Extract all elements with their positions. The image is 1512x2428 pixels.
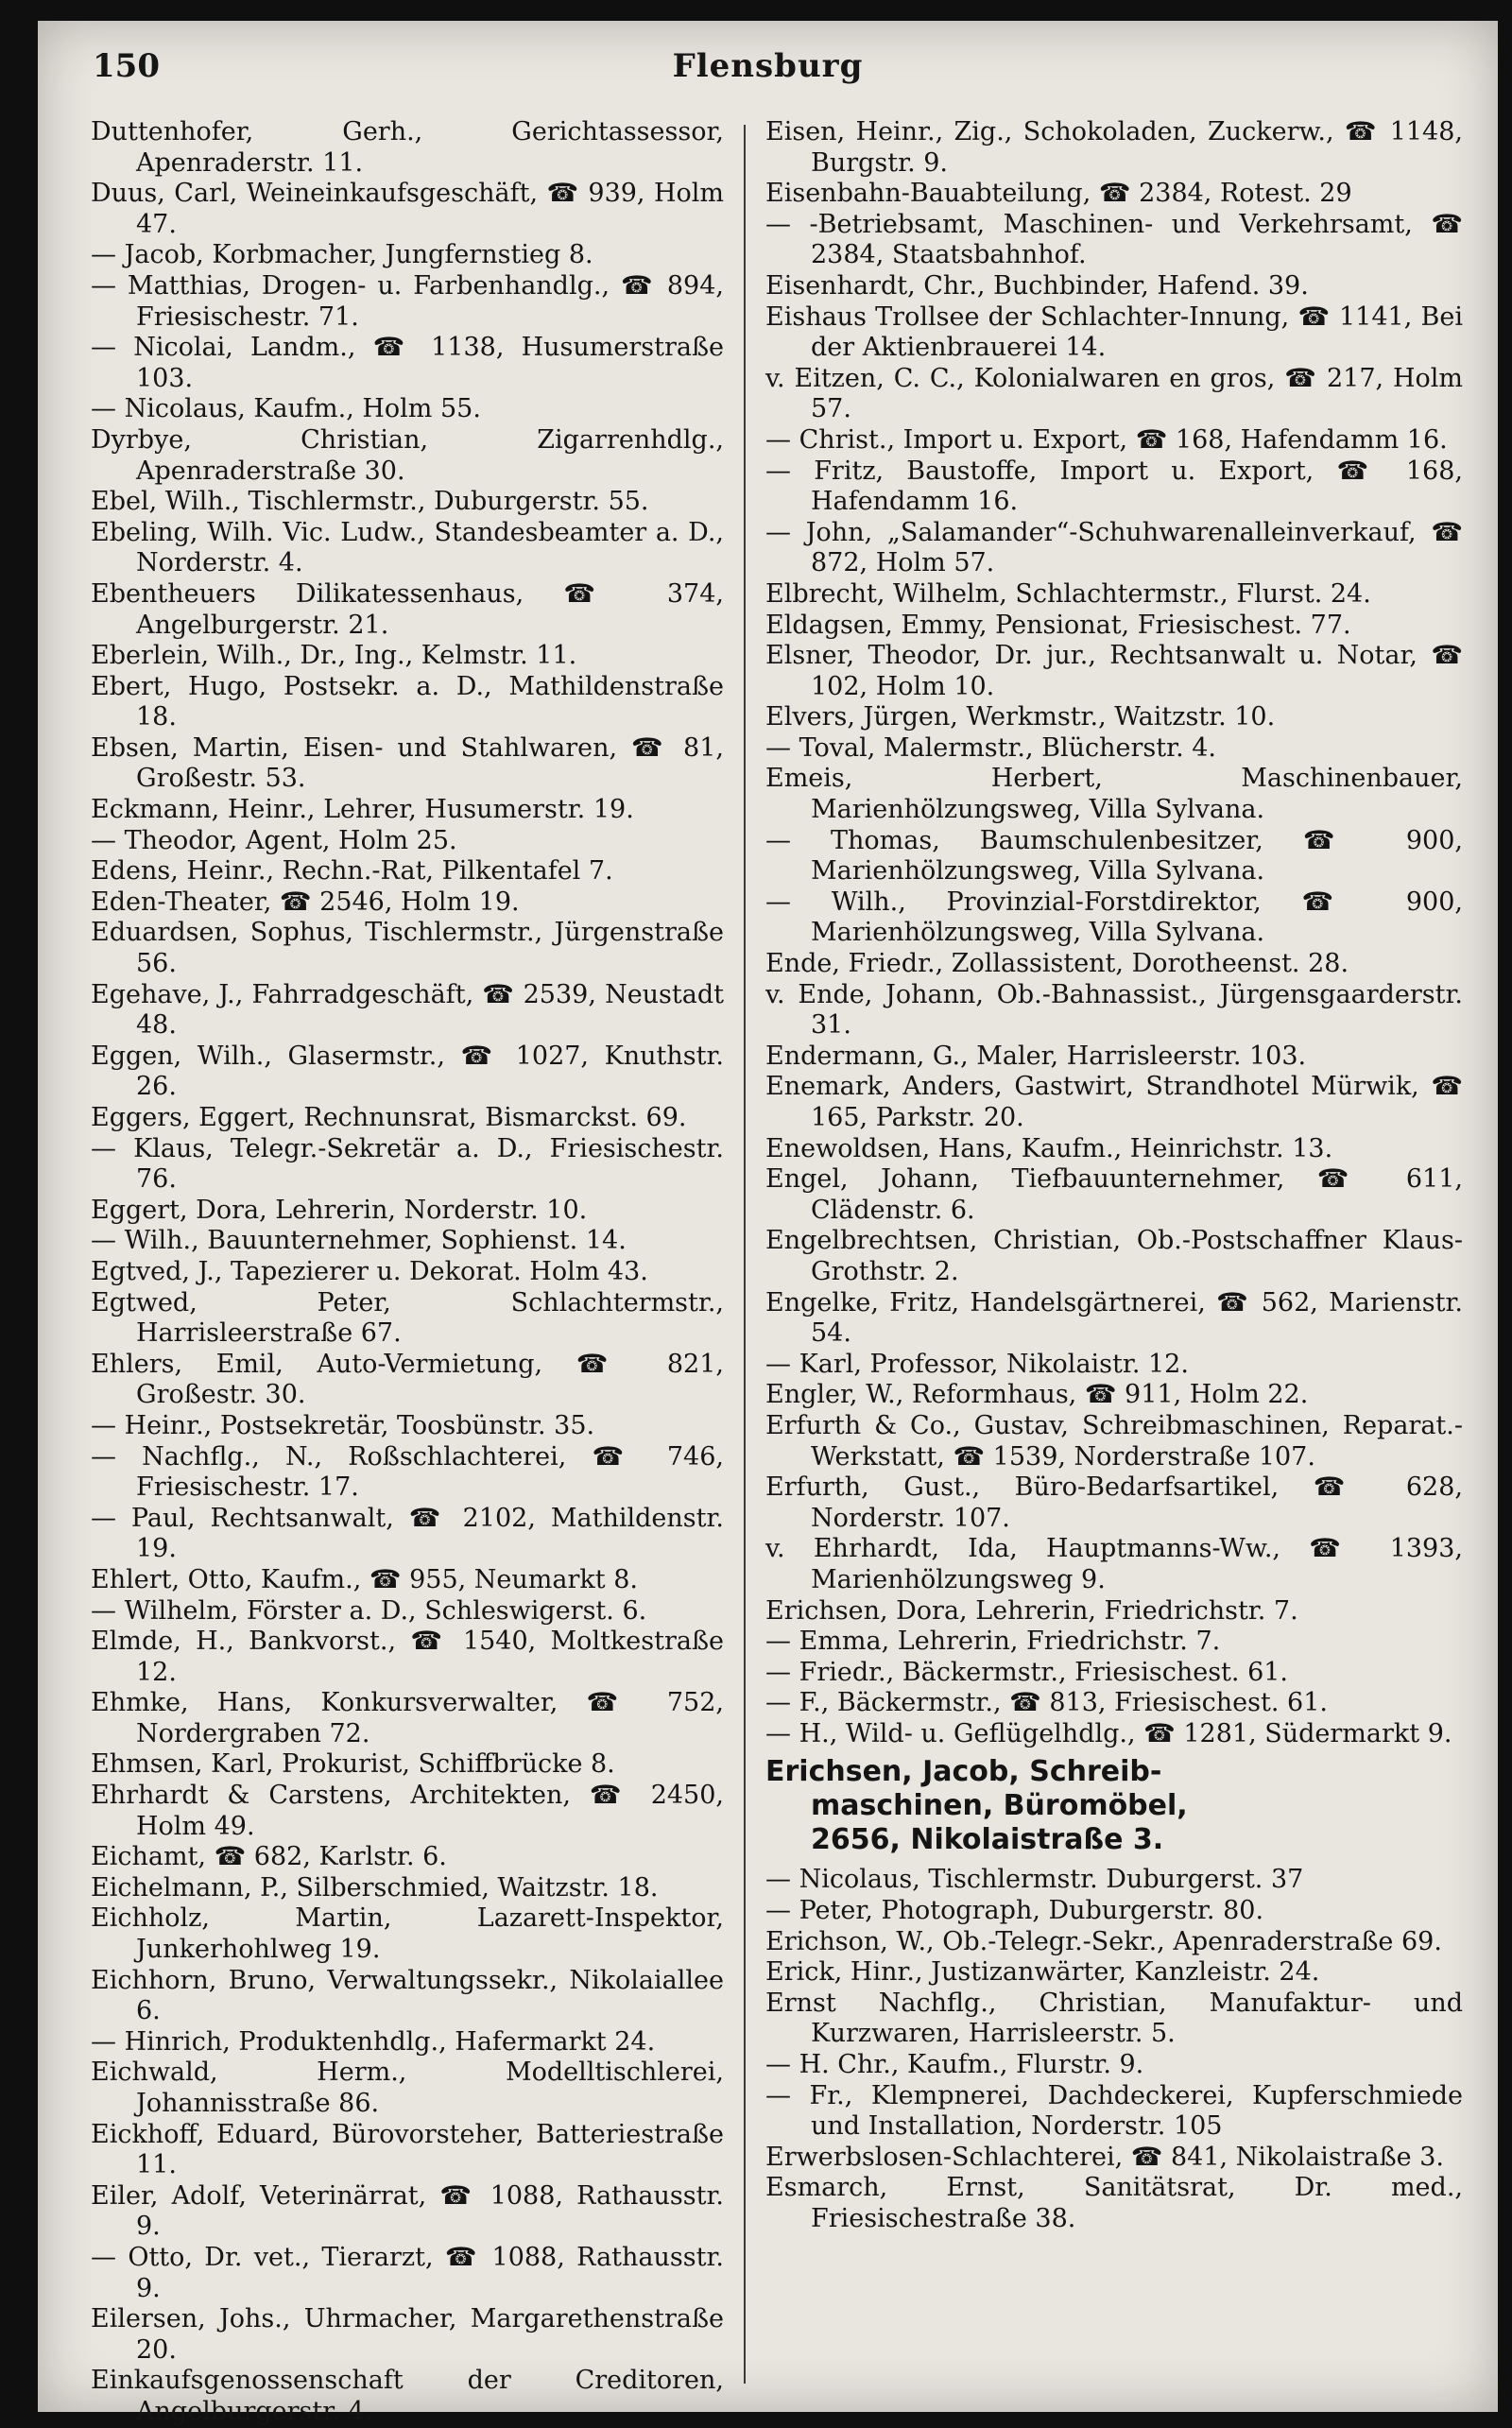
directory-entry: Eggers, Eggert, Rechnunsrat, Bismarckst. 69. xyxy=(91,1103,687,1132)
directory-entry: Egehave, J., Fahrradgeschäft, ☎ 2539, Neustadt 48. xyxy=(91,979,724,1041)
directory-entry: Einkaufsgenossenschaft der Creditoren, Angelburgerstr. 4. xyxy=(91,2366,724,2426)
ad-line: 2656, Nikolaistraße 3. xyxy=(811,1823,1164,1857)
directory-entry: Endermann, G., Maler, Harrisleerstr. 103. xyxy=(765,1041,1307,1071)
directory-entry: Eishaus Trollsee der Schlachter-Innung, ☎ 1141, Bei der Aktienbrauerei 14. xyxy=(765,301,1463,363)
directory-entry: — Karl, Professor, Nikolaistr. 12. xyxy=(765,1349,1189,1379)
directory-entry: Egtved, J., Tapezierer u. Dekorat. Holm 43. xyxy=(91,1256,648,1286)
directory-entry: — Matthias, Drogen- u. Farbenhandlg., ☎ 894, Friesischestr. 71. xyxy=(91,270,724,332)
directory-entry: — Jacob, Korbmacher, Jungfernstieg 8. xyxy=(91,240,593,270)
directory-entry: — John, „Salamander“-Schuhwarenalleinverkauf, ☎ 872, Holm 57. xyxy=(765,517,1463,578)
directory-entry: — Wilh., Provinzial-Forstdirektor, ☎ 900, Marienhölzungsweg, Villa Sylvana. xyxy=(765,887,1463,948)
directory-entry: Erichson, W., Ob.-Telegr.-Sekr., Apenraderstraße 69. xyxy=(765,1926,1442,1956)
directory-entry: — Toval, Malermstr., Blücherstr. 4. xyxy=(765,732,1216,763)
directory-entry: Eichamt, ☎ 682, Karlstr. 6. xyxy=(91,1842,447,1872)
directory-entry: Eickhoff, Eduard, Bürovorsteher, Batteriestraße 11. xyxy=(91,2119,724,2180)
directory-entry: Eiler, Adolf, Veterinärrat, ☎ 1088, Rathausstr. 9. xyxy=(91,2180,724,2242)
directory-entry: v. Ende, Johann, Ob.-Bahnassist., Jürgensgaarderstr. 31. xyxy=(765,979,1463,1041)
directory-entry: Ernst Nachflg., Christian, Manufaktur- und Kurzwaren, Harrisleerstr. 5. xyxy=(765,1988,1463,2049)
directory-entry: — Peter, Photograph, Duburgerstr. 80. xyxy=(765,1896,1264,1926)
left-column xyxy=(91,117,724,2428)
directory-entry: Elvers, Jürgen, Werkmstr., Waitzstr. 10. xyxy=(765,702,1276,732)
directory-entry: — Emma, Lehrerin, Friedrichstr. 7. xyxy=(765,1627,1221,1657)
directory-entry: Erfurth, Gust., Büro-Bedarfsartikel, ☎ 628, Norderstr. 107. xyxy=(765,1472,1463,1533)
directory-entry: Eichhorn, Bruno, Verwaltungssekr., Nikolaiallee 6. xyxy=(91,1965,724,2026)
directory-entry: Eberlein, Wilh., Dr., Ing., Kelmstr. 11. xyxy=(91,641,577,671)
directory-entry: Eduardsen, Sophus, Tischlermstr., Jürgenstraße 56. xyxy=(91,918,724,979)
directory-entry: Eden-Theater, ☎ 2546, Holm 19. xyxy=(91,887,520,917)
directory-entry: Ende, Friedr., Zollassistent, Dorotheenst. 28. xyxy=(765,949,1349,979)
ad-line: Erichsen, Jacob, Schreib- xyxy=(765,1755,1162,1789)
directory-entry: Engel, Johann, Tiefbauunternehmer, ☎ 611, Clädenstr. 6. xyxy=(765,1164,1463,1225)
directory-entry: Dyrbye, Christian, Zigarrenhdlg., Apenraderstraße 30. xyxy=(91,424,724,486)
directory-entry: Engler, W., Reformhaus, ☎ 911, Holm 22. xyxy=(765,1380,1309,1410)
directory-entry: — Thomas, Baumschulenbesitzer, ☎ 900, Marienhölzungsweg, Villa Sylvana. xyxy=(765,825,1463,887)
directory-entry: Eichelmann, P., Silberschmied, Waitzstr. 18. xyxy=(91,1872,659,1903)
directory-entry: Ehmke, Hans, Konkursverwalter, ☎ 752, Nordergraben 72. xyxy=(91,1688,724,1748)
directory-entry: — Nicolaus, Kaufm., Holm 55. xyxy=(91,394,481,424)
running-title: Flensburg xyxy=(672,47,864,85)
directory-entry: — Wilh., Bauunternehmer, Sophienst. 14. xyxy=(91,1226,627,1256)
directory-entry: — Theodor, Agent, Holm 25. xyxy=(91,825,457,855)
directory-entry: Ehmsen, Karl, Prokurist, Schiffbrücke 8. xyxy=(91,1749,615,1780)
directory-entry: Eichwald, Herm., Modelltischlerei, Johannisstraße 86. xyxy=(91,2058,724,2118)
directory-entry: Eilersen, Johs., Uhrmacher, Margarethenstraße 20. xyxy=(91,2304,724,2365)
directory-entry: — Fritz, Baustoffe, Import u. Export, ☎ 168, Hafendamm 16. xyxy=(765,456,1463,517)
directory-entry: Eisen, Heinr., Zig., Schokoladen, Zuckerw., ☎ 1148, Burgstr. 9. xyxy=(765,117,1463,178)
directory-entry: Eisenhardt, Chr., Buchbinder, Hafend. 39. xyxy=(765,270,1309,301)
directory-entry: Enewoldsen, Hans, Kaufm., Heinrichstr. 13. xyxy=(765,1133,1333,1163)
directory-entry: Edens, Heinr., Rechn.-Rat, Pilkentafel 7. xyxy=(91,856,613,887)
directory-entry: Eichholz, Martin, Lazarett-Inspektor, Junkerhohlweg 19. xyxy=(91,1903,724,1965)
directory-entry: — Nicolaus, Tischlermstr. Duburgerst. 37 xyxy=(765,1865,1304,1895)
directory-entry: Eldagsen, Emmy, Pensionat, Friesischest. 77. xyxy=(765,610,1351,640)
right-column-top-entries xyxy=(765,117,1463,1749)
ad-line: maschinen, Büromöbel, xyxy=(811,1789,1188,1823)
directory-entry: — Nicolai, Landm., ☎ 1138, Husumerstraße 103. xyxy=(91,333,724,393)
column-divider xyxy=(744,125,746,2384)
directory-entry: Ebert, Hugo, Postsekr. a. D., Mathildenstraße 18. xyxy=(91,671,724,732)
directory-entry: Egtwed, Peter, Schlachtermstr., Harrisleerstraße 67. xyxy=(91,1287,724,1349)
directory-entry: v. Eitzen, C. C., Kolonialwaren en gros, ☎ 217, Holm 57. xyxy=(765,363,1463,424)
directory-entry: Ehrhardt & Carstens, Architekten, ☎ 2450, Holm 49. xyxy=(91,1781,724,1841)
advertisement-entry xyxy=(765,1755,1463,1857)
page-number: 150 xyxy=(93,47,160,85)
directory-entry: — Nachflg., N., Roßschlachterei, ☎ 746, Friesischestr. 17. xyxy=(91,1441,724,1503)
directory-entry: Erfurth & Co., Gustav, Schreibmaschinen, Reparat.-Werkstatt, ☎ 1539, Norderstraße 107. xyxy=(765,1410,1463,1472)
directory-entry: Elmde, H., Bankvorst., ☎ 1540, Moltkestraße 12. xyxy=(91,1627,724,1687)
directory-entry: — F., Bäckermstr., ☎ 813, Friesischest. 61. xyxy=(765,1688,1328,1718)
directory-entry: Erick, Hinr., Justizanwärter, Kanzleistr. 24. xyxy=(765,1957,1320,1988)
directory-entry: — -Betriebsamt, Maschinen- und Verkehrsamt, ☎ 2384, Staatsbahnhof. xyxy=(765,209,1463,270)
directory-entry: — H., Wild- u. Geflügelhdlg., ☎ 1281, Südermarkt 9. xyxy=(765,1718,1452,1748)
directory-entry: Ebentheuers Dilikatessenhaus, ☎ 374, Angelburgerstr. 21. xyxy=(91,578,724,640)
directory-entry: — Friedr., Bäckermstr., Friesischest. 61. xyxy=(765,1657,1289,1687)
directory-entry: Elsner, Theodor, Dr. jur., Rechtsanwalt u. Notar, ☎ 102, Holm 10. xyxy=(765,641,1463,701)
directory-entry: Elbrecht, Wilhelm, Schlachtermstr., Flurst. 24. xyxy=(765,578,1371,609)
directory-entry: Engelke, Fritz, Handelsgärtnerei, ☎ 562, Marienstr. 54. xyxy=(765,1287,1463,1349)
directory-entry: v. Ehrhardt, Ida, Hauptmanns-Ww., ☎ 1393, Marienhölzungsweg 9. xyxy=(765,1534,1463,1594)
directory-entry: Emeis, Herbert, Maschinenbauer, Marienhölzungsweg, Villa Sylvana. xyxy=(765,764,1463,825)
directory-entry: Ehlers, Emil, Auto-Vermietung, ☎ 821, Großestr. 30. xyxy=(91,1349,724,1410)
directory-entry: — Hinrich, Produktenhdlg., Hafermarkt 24. xyxy=(91,2026,656,2057)
right-column xyxy=(765,117,1463,2235)
directory-entry: Ebel, Wilh., Tischlermstr., Duburgerstr. 55. xyxy=(91,487,649,517)
directory-entry: Eisenbahn-Bauabteilung, ☎ 2384, Rotest. 29 xyxy=(765,179,1352,209)
directory-entry: — Fr., Klempnerei, Dachdeckerei, Kupferschmiede und Installation, Norderstr. 105 xyxy=(765,2080,1463,2142)
directory-page xyxy=(38,21,1498,2426)
directory-entry: — Wilhelm, Förster a. D., Schleswigerst. 6. xyxy=(91,1595,647,1626)
directory-entry: — H. Chr., Kaufm., Flurstr. 9. xyxy=(765,2050,1144,2080)
directory-entry: Eggen, Wilh., Glasermstr., ☎ 1027, Knuthstr. 26. xyxy=(91,1041,724,1102)
directory-entry: Duus, Carl, Weineinkaufsgeschäft, ☎ 939, Holm 47. xyxy=(91,179,724,239)
directory-entry: — Christ., Import u. Export, ☎ 168, Hafendamm 16. xyxy=(765,424,1448,455)
directory-entry: Eckmann, Heinr., Lehrer, Husumerstr. 19. xyxy=(91,795,634,825)
directory-entry: — Paul, Rechtsanwalt, ☎ 2102, Mathildenstr. 19. xyxy=(91,1503,724,1564)
directory-entry: — Heinr., Postsekretär, Toosbünstr. 35. xyxy=(91,1410,595,1440)
directory-entry: — Otto, Dr. vet., Tierarzt, ☎ 1088, Rathausstr. 9. xyxy=(91,2242,724,2303)
directory-entry: Esmarch, Ernst, Sanitätsrat, Dr. med., Friesischestraße 38. xyxy=(765,2173,1463,2233)
directory-entry: Ebeling, Wilh. Vic. Ludw., Standesbeamter a. D., Norderstr. 4. xyxy=(91,517,724,578)
directory-entry: Ehlert, Otto, Kaufm., ☎ 955, Neumarkt 8. xyxy=(91,1564,638,1594)
directory-entry: Erwerbslosen-Schlachterei, ☎ 841, Nikolaistraße 3. xyxy=(765,2142,1444,2172)
directory-entry: Engelbrechtsen, Christian, Ob.-Postschaffner Klaus-Grothstr. 2. xyxy=(765,1226,1463,1286)
directory-entry: Eggert, Dora, Lehrerin, Norderstr. 10. xyxy=(91,1195,588,1225)
right-column-bottom-entries xyxy=(765,1865,1463,2234)
directory-entry: Erichsen, Dora, Lehrerin, Friedrichstr. 7. xyxy=(765,1595,1298,1626)
directory-entry: — Klaus, Telegr.-Sekretär a. D., Friesischestr. 76. xyxy=(91,1133,724,1195)
directory-entry: Ebsen, Martin, Eisen- und Stahlwaren, ☎ 81, Großestr. 53. xyxy=(91,732,724,794)
directory-entry: Enemark, Anders, Gastwirt, Strandhotel Mürwik, ☎ 165, Parkstr. 20. xyxy=(765,1072,1463,1132)
directory-entry: Duttenhofer, Gerh., Gerichtassessor, Apenraderstr. 11. xyxy=(91,117,724,178)
page-header xyxy=(38,21,1498,111)
